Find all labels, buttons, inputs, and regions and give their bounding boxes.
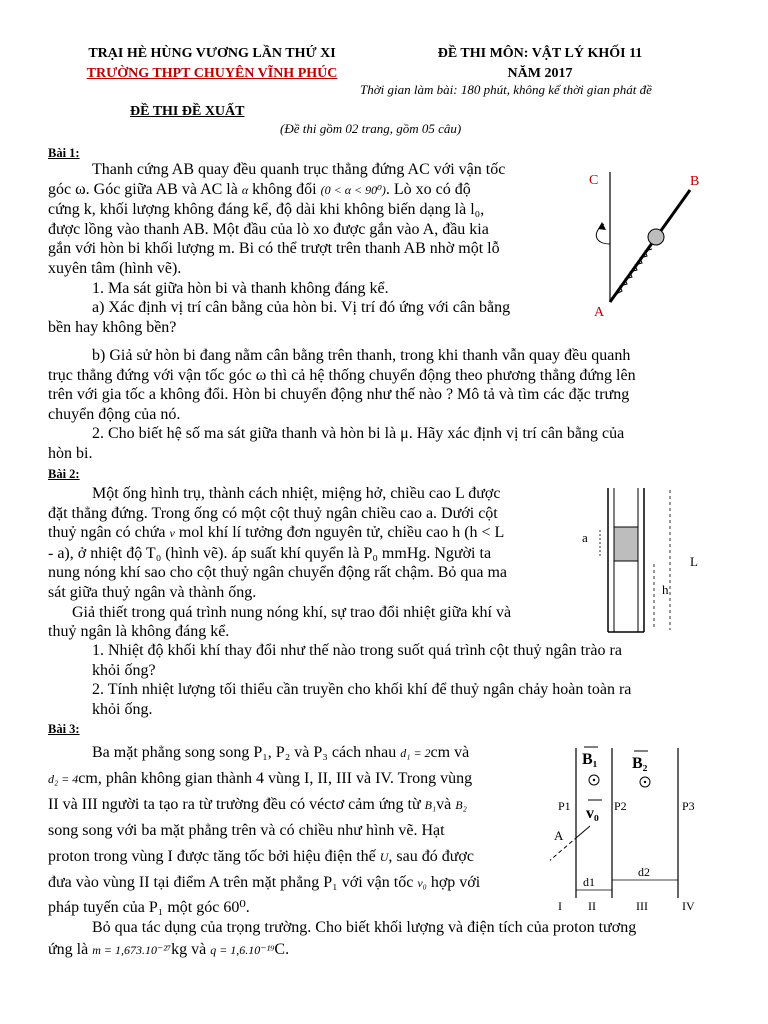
school-name: TRƯỜNG THPT CHUYÊN VĨNH PHÚC: [86, 66, 338, 81]
bai2-text: mol khí lí tưởng đơn nguyên tử, chiều cao h (h < L: [178, 524, 505, 542]
B1-symbol: B₁: [424, 798, 437, 812]
label-d2: d2: [638, 865, 650, 879]
bai1-figure: [580, 160, 720, 320]
rotation-arrowhead-icon: [598, 222, 606, 230]
label-v0: v₀: [586, 805, 599, 822]
field-dot-icon: [644, 781, 646, 783]
bai3-line2: [48, 766, 546, 792]
camp-title: TRẠI HÈ HÙNG VƯƠNG LẦN THỨ XI: [88, 46, 336, 61]
bai2-line6: sát giữa thuỷ ngân và thành ống.: [48, 583, 257, 601]
label-B1: B₁: [582, 751, 598, 768]
v0-direction-arrow: [576, 826, 590, 838]
mercury-column: [614, 527, 638, 561]
bai2-text-narrow: [48, 484, 570, 642]
bai2-line1: Một ống hình trụ, thành cách nhiệt, miệng hở, chiều cao L được: [92, 485, 501, 502]
bai1-line2: [48, 180, 568, 201]
bai3-text: Ba mặt phẳng song song P₁, P₂ và P₃ cách nhau: [92, 744, 397, 761]
page-count-note: (Đề thi gồm 02 trang, gồm 05 câu): [280, 121, 462, 136]
bai3-line4: song song với ba mặt phẳng trên và có chiều như hình vẽ. Hạt: [48, 822, 445, 839]
bai1-text-narrow: [48, 160, 568, 337]
bai2-line8: thuỷ ngân là không đáng kể.: [48, 623, 230, 641]
bai3-text: II và III người ta tạo ra từ trường đều có véctơ cảm ứng từ: [48, 796, 421, 813]
bai1-line5: gắn với hòn bi khối lượng m. Bi có thể trượt trên thanh AB nhờ một lỗ: [48, 240, 500, 258]
bai2-line5: nung nóng khí sao cho cột thuỷ ngân chuyển động rất chậm. Bỏ qua ma: [48, 564, 508, 582]
label-a: a: [582, 530, 588, 545]
bai3-text: ứng là: [48, 941, 89, 959]
exam-time: Thời gian làm bài: 180 phút, không kể thời gian phát đề: [360, 82, 652, 97]
bai2-text: thuỷ ngân có chứa: [48, 524, 166, 542]
bai2-text-wide: [48, 641, 720, 719]
label-P2: P2: [614, 799, 627, 813]
bai2-line4: - a), ở nhiệt độ T₀ (hình vẽ). áp suất khí quyển là P₀ mmHg. Người ta: [48, 544, 492, 562]
header-left: [62, 44, 362, 84]
region-III: III: [636, 899, 648, 913]
ball-icon: [648, 229, 664, 245]
U-symbol: U: [379, 850, 389, 864]
bai2-q2-2: khỏi ống.: [92, 700, 153, 718]
bai3-text: và: [436, 796, 452, 813]
bai3-line1: [48, 740, 546, 766]
header-right: [400, 44, 680, 84]
bai3-text: cm, phân không gian thành 4 vùng I, II, III và IV. Trong vùng: [78, 770, 473, 787]
field-dot-icon: [593, 779, 595, 781]
proposal-title: ĐỀ THI ĐỀ XUẤT: [130, 104, 245, 119]
alpha-condition: (0 < α < 90⁰): [320, 182, 386, 197]
bai3-line9: [48, 937, 720, 963]
bai1-q1b-2: trục thẳng đứng với vận tốc góc ω thì cả hệ thống chuyển động theo phương thẳng đứng lên: [48, 366, 636, 384]
bai1-line3: cứng k, khối lượng không đáng kể, độ dài khi không biến dạng là l₀,: [48, 201, 485, 219]
bai1-q2-1: 2. Cho biết hệ số ma sát giữa thanh và hòn bi là μ. Hãy xác định vị trí cân bằng của: [92, 425, 625, 443]
bai3-text: hợp với: [430, 874, 481, 891]
exam-year: NĂM 2017: [507, 66, 573, 81]
bai2-q1-2: khỏi ống?: [92, 661, 156, 679]
label-P1: P1: [558, 799, 571, 813]
bai3-text-narrow: [48, 740, 546, 896]
bai1-q1a-2: bền hay không bền?: [48, 318, 177, 336]
region-II: II: [588, 899, 596, 913]
label-L: L: [690, 554, 698, 569]
bai1-q1b-1: b) Giả sử hòn bi đang nằm cân bằng trên thanh, trong khi thanh vẫn quay đều quanh: [92, 347, 631, 364]
label-P3: P3: [682, 799, 695, 813]
alpha-symbol: α: [241, 182, 249, 197]
bai1-q1a-1: a) Xác định vị trí cân bằng của hòn bi. Vị trí đó ứng với cân bằng: [92, 299, 511, 317]
bai3-line6: [48, 870, 546, 896]
label-C: C: [589, 173, 599, 188]
bai2-label: Bài 2:: [48, 467, 80, 481]
nu-symbol: ν: [169, 526, 175, 541]
label-d1: d1: [583, 875, 595, 889]
bai3-line8: Bỏ qua tác dụng của trọng trường. Cho biết khối lượng và điện tích của proton tương: [92, 918, 637, 936]
bai1-text: . Lò xo có độ: [385, 180, 471, 198]
region-IV: IV: [682, 899, 695, 913]
bai1-q1b-4: chuyển động của nó.: [48, 405, 181, 423]
bai1-text: không đổi: [252, 180, 317, 198]
bai2-line2: đặt thẳng đứng. Trong ống có một cột thuỷ ngân chiều cao a. Dưới cột: [48, 504, 498, 522]
bai2-line7: Giả thiết trong quá trình nung nóng khí, sự trao đổi nhiệt giữa khí và: [72, 603, 512, 621]
bai3-line3: [48, 792, 546, 818]
bai3-text: đưa vào vùng II tại điểm A trên mặt phẳng P₁ với vận tốc: [48, 874, 414, 891]
bai1-text-wide: [48, 346, 720, 464]
bai3-line7: pháp tuyến của P₁ một góc 60⁰.: [48, 899, 250, 916]
bai3-text: C.: [274, 941, 290, 959]
bai2-q2-1: 2. Tính nhiệt lượng tối thiểu cần truyền cho khối khí để thuỷ ngân chảy hoàn toàn ra: [92, 681, 632, 699]
label-A: A: [594, 305, 605, 320]
bai2-line3: [48, 523, 570, 544]
bai3-text: kg và: [171, 941, 207, 959]
charge-value: q = 1,6.10⁻¹⁹: [210, 943, 275, 958]
mass-value: m = 1,673.10⁻²⁷: [92, 943, 172, 958]
bai1-label: Bài 1:: [48, 146, 80, 160]
bai3-text: proton trong vùng I được tăng tốc bởi hiệu điện thế: [48, 848, 376, 865]
exam-title: ĐỀ THI MÔN: VẬT LÝ KHỐI 11: [437, 46, 643, 61]
bai1-q1b-3: trên với gia tốc a không đổi. Hòn bi chuyển động như thế nào ? Mô tả và tìm các đặc trưng: [48, 386, 630, 404]
bai3-line5: [48, 844, 546, 870]
bai3-text: , sau đó được: [388, 848, 474, 865]
label-A: A: [554, 828, 564, 843]
label-B2: B₂: [632, 755, 648, 772]
region-I: I: [558, 899, 562, 913]
bai3-figure: [550, 738, 720, 918]
bai3-text: cm và: [430, 744, 470, 761]
d1-value: d₁ = 2: [400, 746, 431, 760]
bai1-q2-2: hòn bi.: [48, 444, 93, 462]
bai1-text: góc ω. Góc giữa AB và AC là: [48, 180, 238, 198]
B2-symbol: B₂: [455, 798, 467, 812]
v0-symbol: v₀: [417, 876, 427, 890]
bai1-line6: xuyên tâm (hình vẽ).: [48, 259, 182, 277]
bai1-line1: Thanh cứng AB quay đều quanh trục thẳng đứng AC với vận tốc: [92, 161, 506, 178]
d2-value: d₂ = 4: [48, 772, 79, 786]
bai2-figure: [578, 486, 728, 636]
label-B: B: [690, 174, 700, 189]
bai1-line4: được lồng vào thanh AB. Một đầu của lò xo được gắn vào A, đầu kia: [48, 220, 489, 238]
bai3-label: Bài 3:: [48, 722, 80, 736]
bai1-q1: 1. Ma sát giữa hòn bi và thanh không đáng kể.: [92, 279, 389, 297]
bai2-q1-1: 1. Nhiệt độ khối khí thay đổi như thế nào trong suốt quá trình cột thuỷ ngân trào ra: [92, 642, 622, 659]
label-h: h: [662, 582, 669, 597]
